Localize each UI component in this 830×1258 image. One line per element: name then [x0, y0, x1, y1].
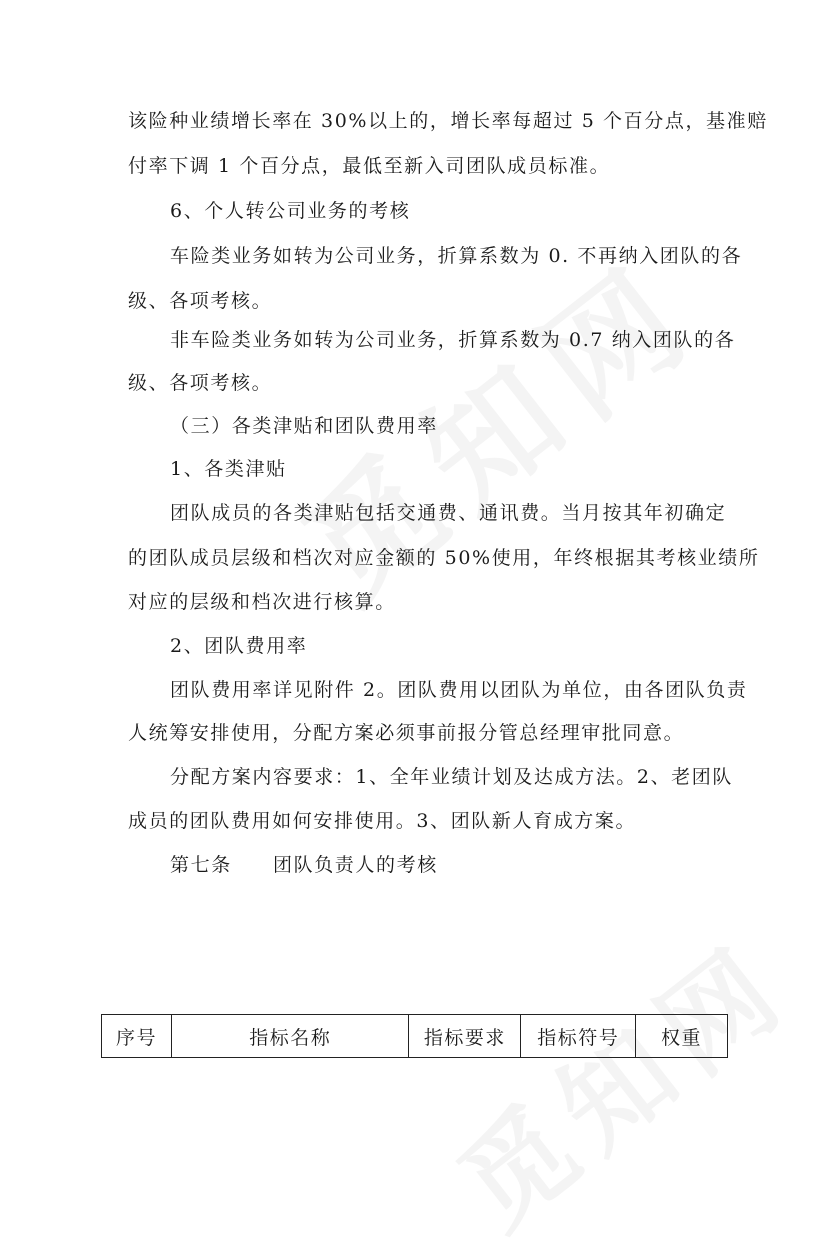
header-indicator-name: 指标名称 — [171, 1015, 409, 1058]
paragraph-line: 该险种业绩增长率在 30%以上的，增长率每超过 5 个百分点，基准赔 — [128, 110, 768, 132]
paragraph-line: 的团队成员层级和档次对应金额的 50%使用，年终根据其考核业绩所 — [128, 547, 760, 569]
paragraph-line: 级、各项考核。 — [128, 290, 273, 312]
indicator-table — [101, 1014, 728, 1058]
watermark — [421, 900, 816, 1257]
paragraph-line: 级、各项考核。 — [128, 372, 273, 394]
section-heading: 6、个人转公司业务的考核 — [170, 200, 411, 222]
paragraph-line: 人统筹安排使用，分配方案必须事前报分管总经理审批同意。 — [128, 722, 685, 744]
header-index: 序号 — [102, 1015, 172, 1058]
paragraph-line: 分配方案内容要求：1、全年业绩计划及达成方法。2、老团队 — [170, 766, 733, 788]
article-heading: 第七条 团队负责人的考核 — [170, 854, 438, 876]
paragraph-line: 对应的层级和档次进行核算。 — [128, 591, 396, 613]
header-indicator-requirement: 指标要求 — [409, 1015, 521, 1058]
table-header-row — [102, 1015, 728, 1058]
paragraph-line: 非车险类业务如转为公司业务，折算系数为 0.7 纳入团队的各 — [170, 329, 736, 351]
header-weight: 权重 — [636, 1015, 728, 1058]
section-heading: 2、团队费用率 — [170, 635, 308, 657]
section-heading: 1、各类津贴 — [170, 458, 287, 480]
paragraph-line: 付率下调 1 个百分点，最低至新入司团队成员标准。 — [128, 155, 611, 177]
paragraph-line: 车险类业务如转为公司业务，折算系数为 0. 不再纳入团队的各 — [170, 245, 743, 267]
section-heading: （三）各类津贴和团队费用率 — [170, 415, 438, 437]
header-indicator-symbol: 指标符号 — [521, 1015, 636, 1058]
paragraph-line: 成员的团队费用如何安排使用。3、团队新人育成方案。 — [128, 810, 637, 832]
paragraph-line: 团队成员的各类津贴包括交通费、通讯费。当月按其年初确定 — [170, 502, 727, 524]
paragraph-line: 团队费用率详见附件 2。团队费用以团队为单位，由各团队负责 — [170, 679, 748, 701]
